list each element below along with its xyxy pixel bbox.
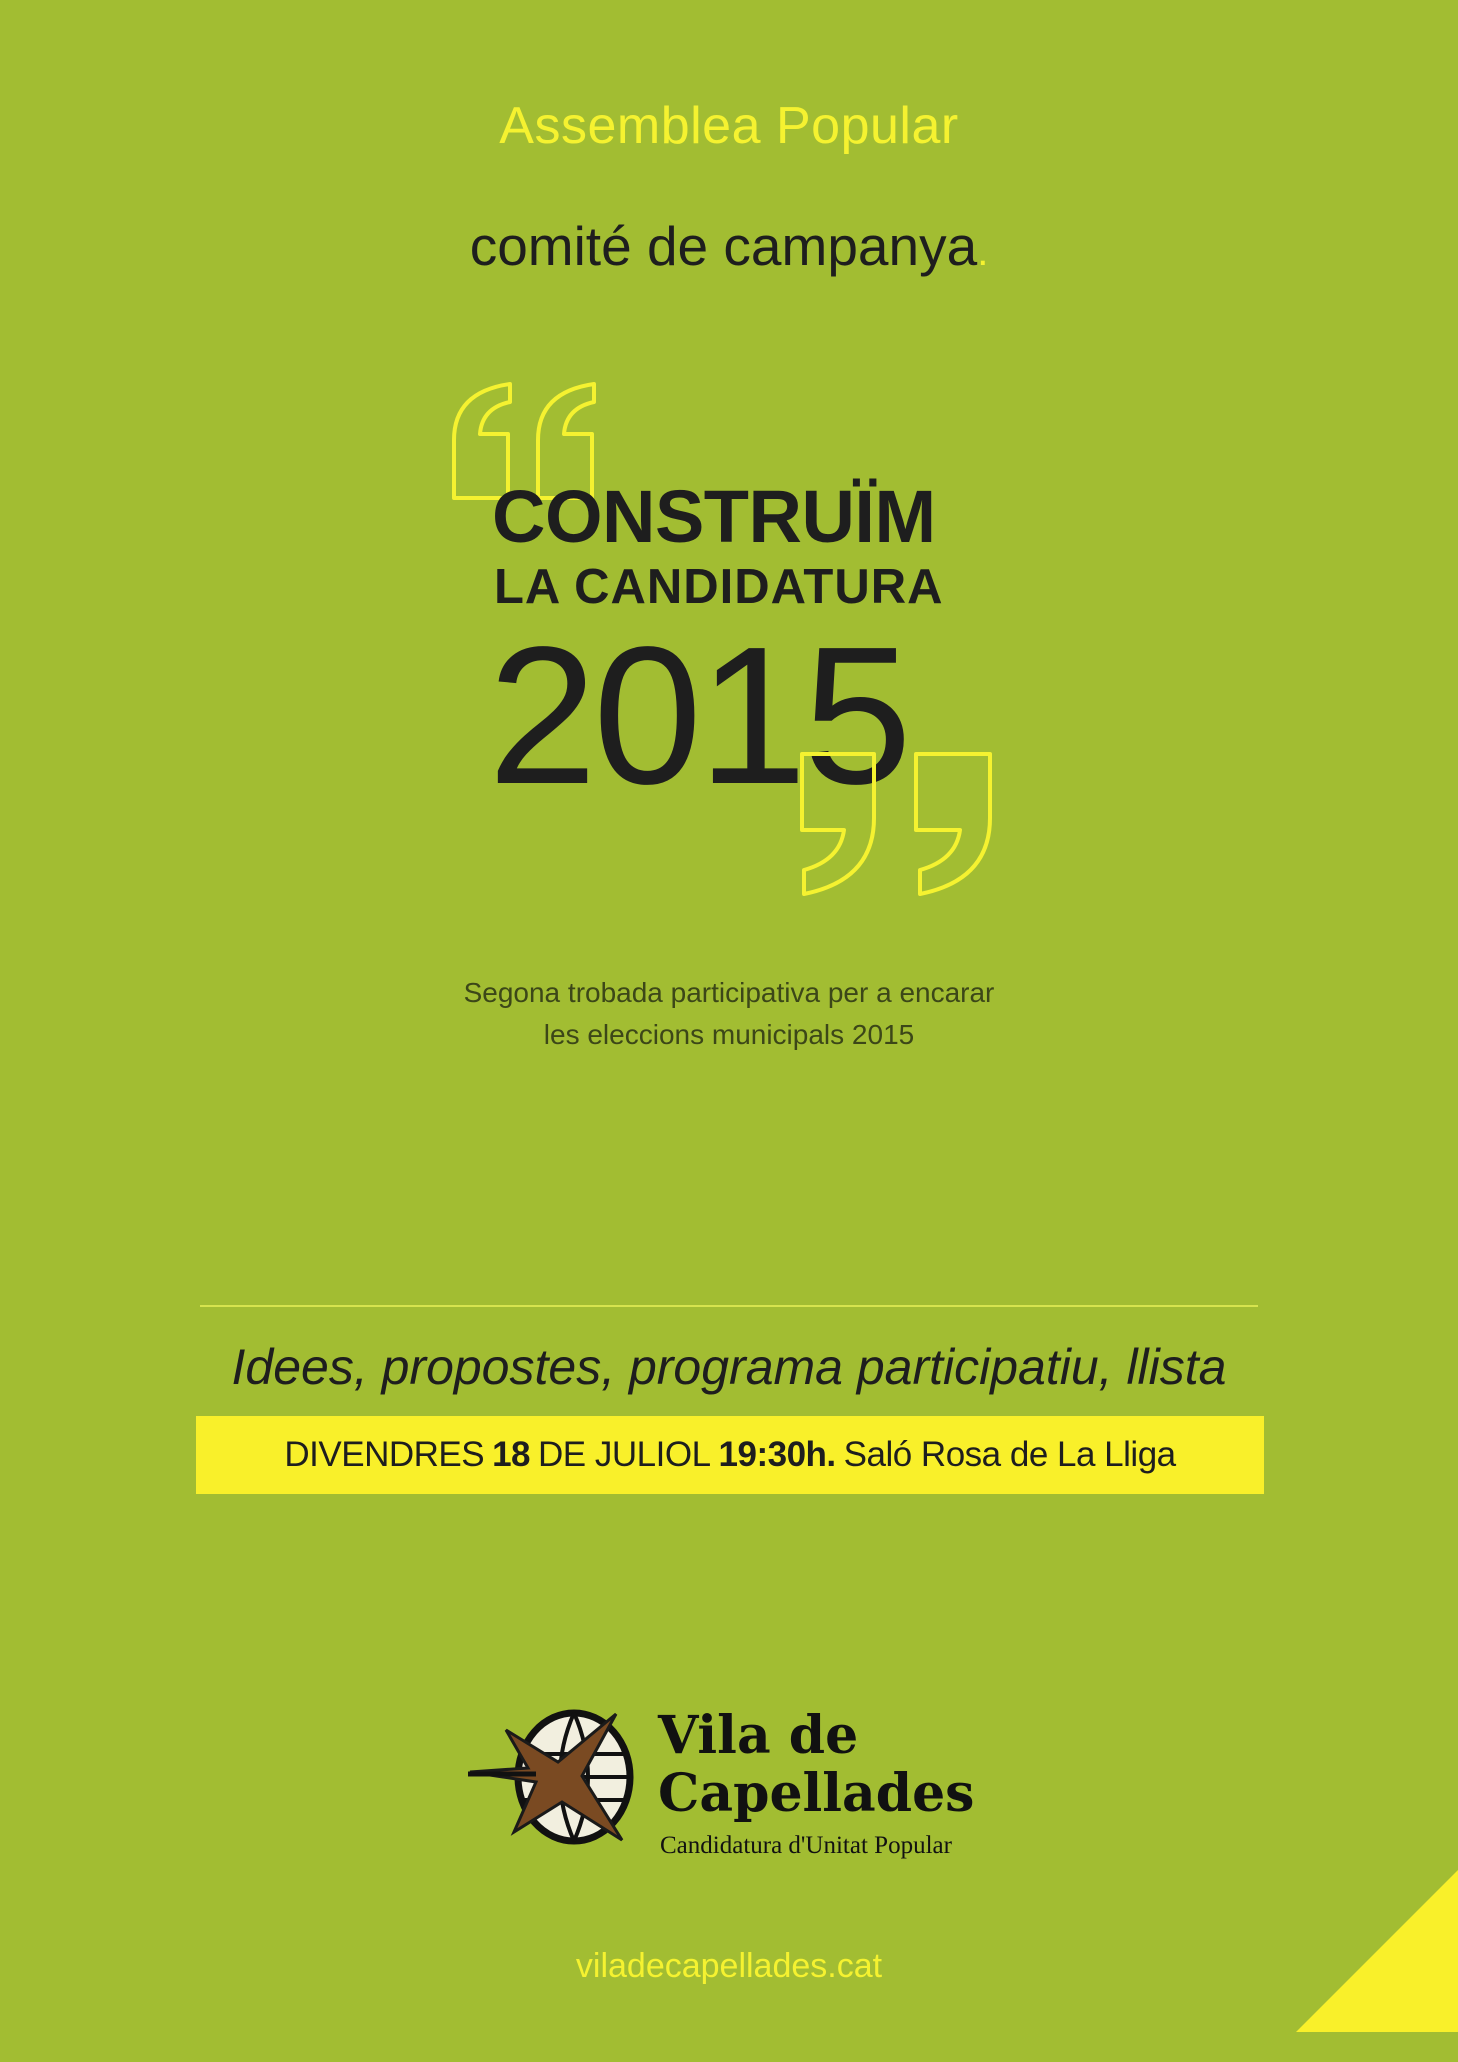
event-time: 19:30h. — [718, 1435, 836, 1474]
description-line-1: Segona trobada participativa per a encarar — [463, 977, 995, 1008]
logo-name-line-2: Capellades — [658, 1763, 975, 1824]
logo-name-line-1: Vila de — [658, 1705, 859, 1766]
corner-triangle-decoration — [1296, 1870, 1458, 2032]
committee-text: comité de campanya — [469, 215, 978, 277]
headline-year: 2015 — [488, 606, 909, 825]
event-place: Saló Rosa de La Lliga — [843, 1435, 1176, 1474]
committee-subtitle — [0, 214, 1458, 278]
topics-line: Idees, propostes, programa participatiu, llista — [231, 1339, 1227, 1395]
divider-line — [200, 1305, 1258, 1307]
event-details-bar — [196, 1416, 1264, 1494]
website-link[interactable]: viladecapellades.cat — [575, 1947, 883, 1985]
event-day: DIVENDRES — [284, 1435, 485, 1474]
logo-tagline: Candidatura d'Unitat Popular — [660, 1832, 952, 1859]
close-quote-icon — [794, 748, 1006, 900]
headline-line-2: LA CANDIDATURA — [494, 560, 944, 614]
committee-dot: . — [977, 230, 989, 274]
event-date-number: 18 — [492, 1435, 531, 1474]
headline-line-1: CONSTRUÏM — [492, 475, 936, 558]
organization-title: Assemblea Popular — [499, 97, 959, 155]
description-line-2: les eleccions municipals 2015 — [543, 1019, 915, 1050]
event-month: DE JULIOL — [538, 1435, 711, 1474]
globe-star-icon — [466, 1704, 648, 1850]
event-description — [0, 972, 1458, 1056]
